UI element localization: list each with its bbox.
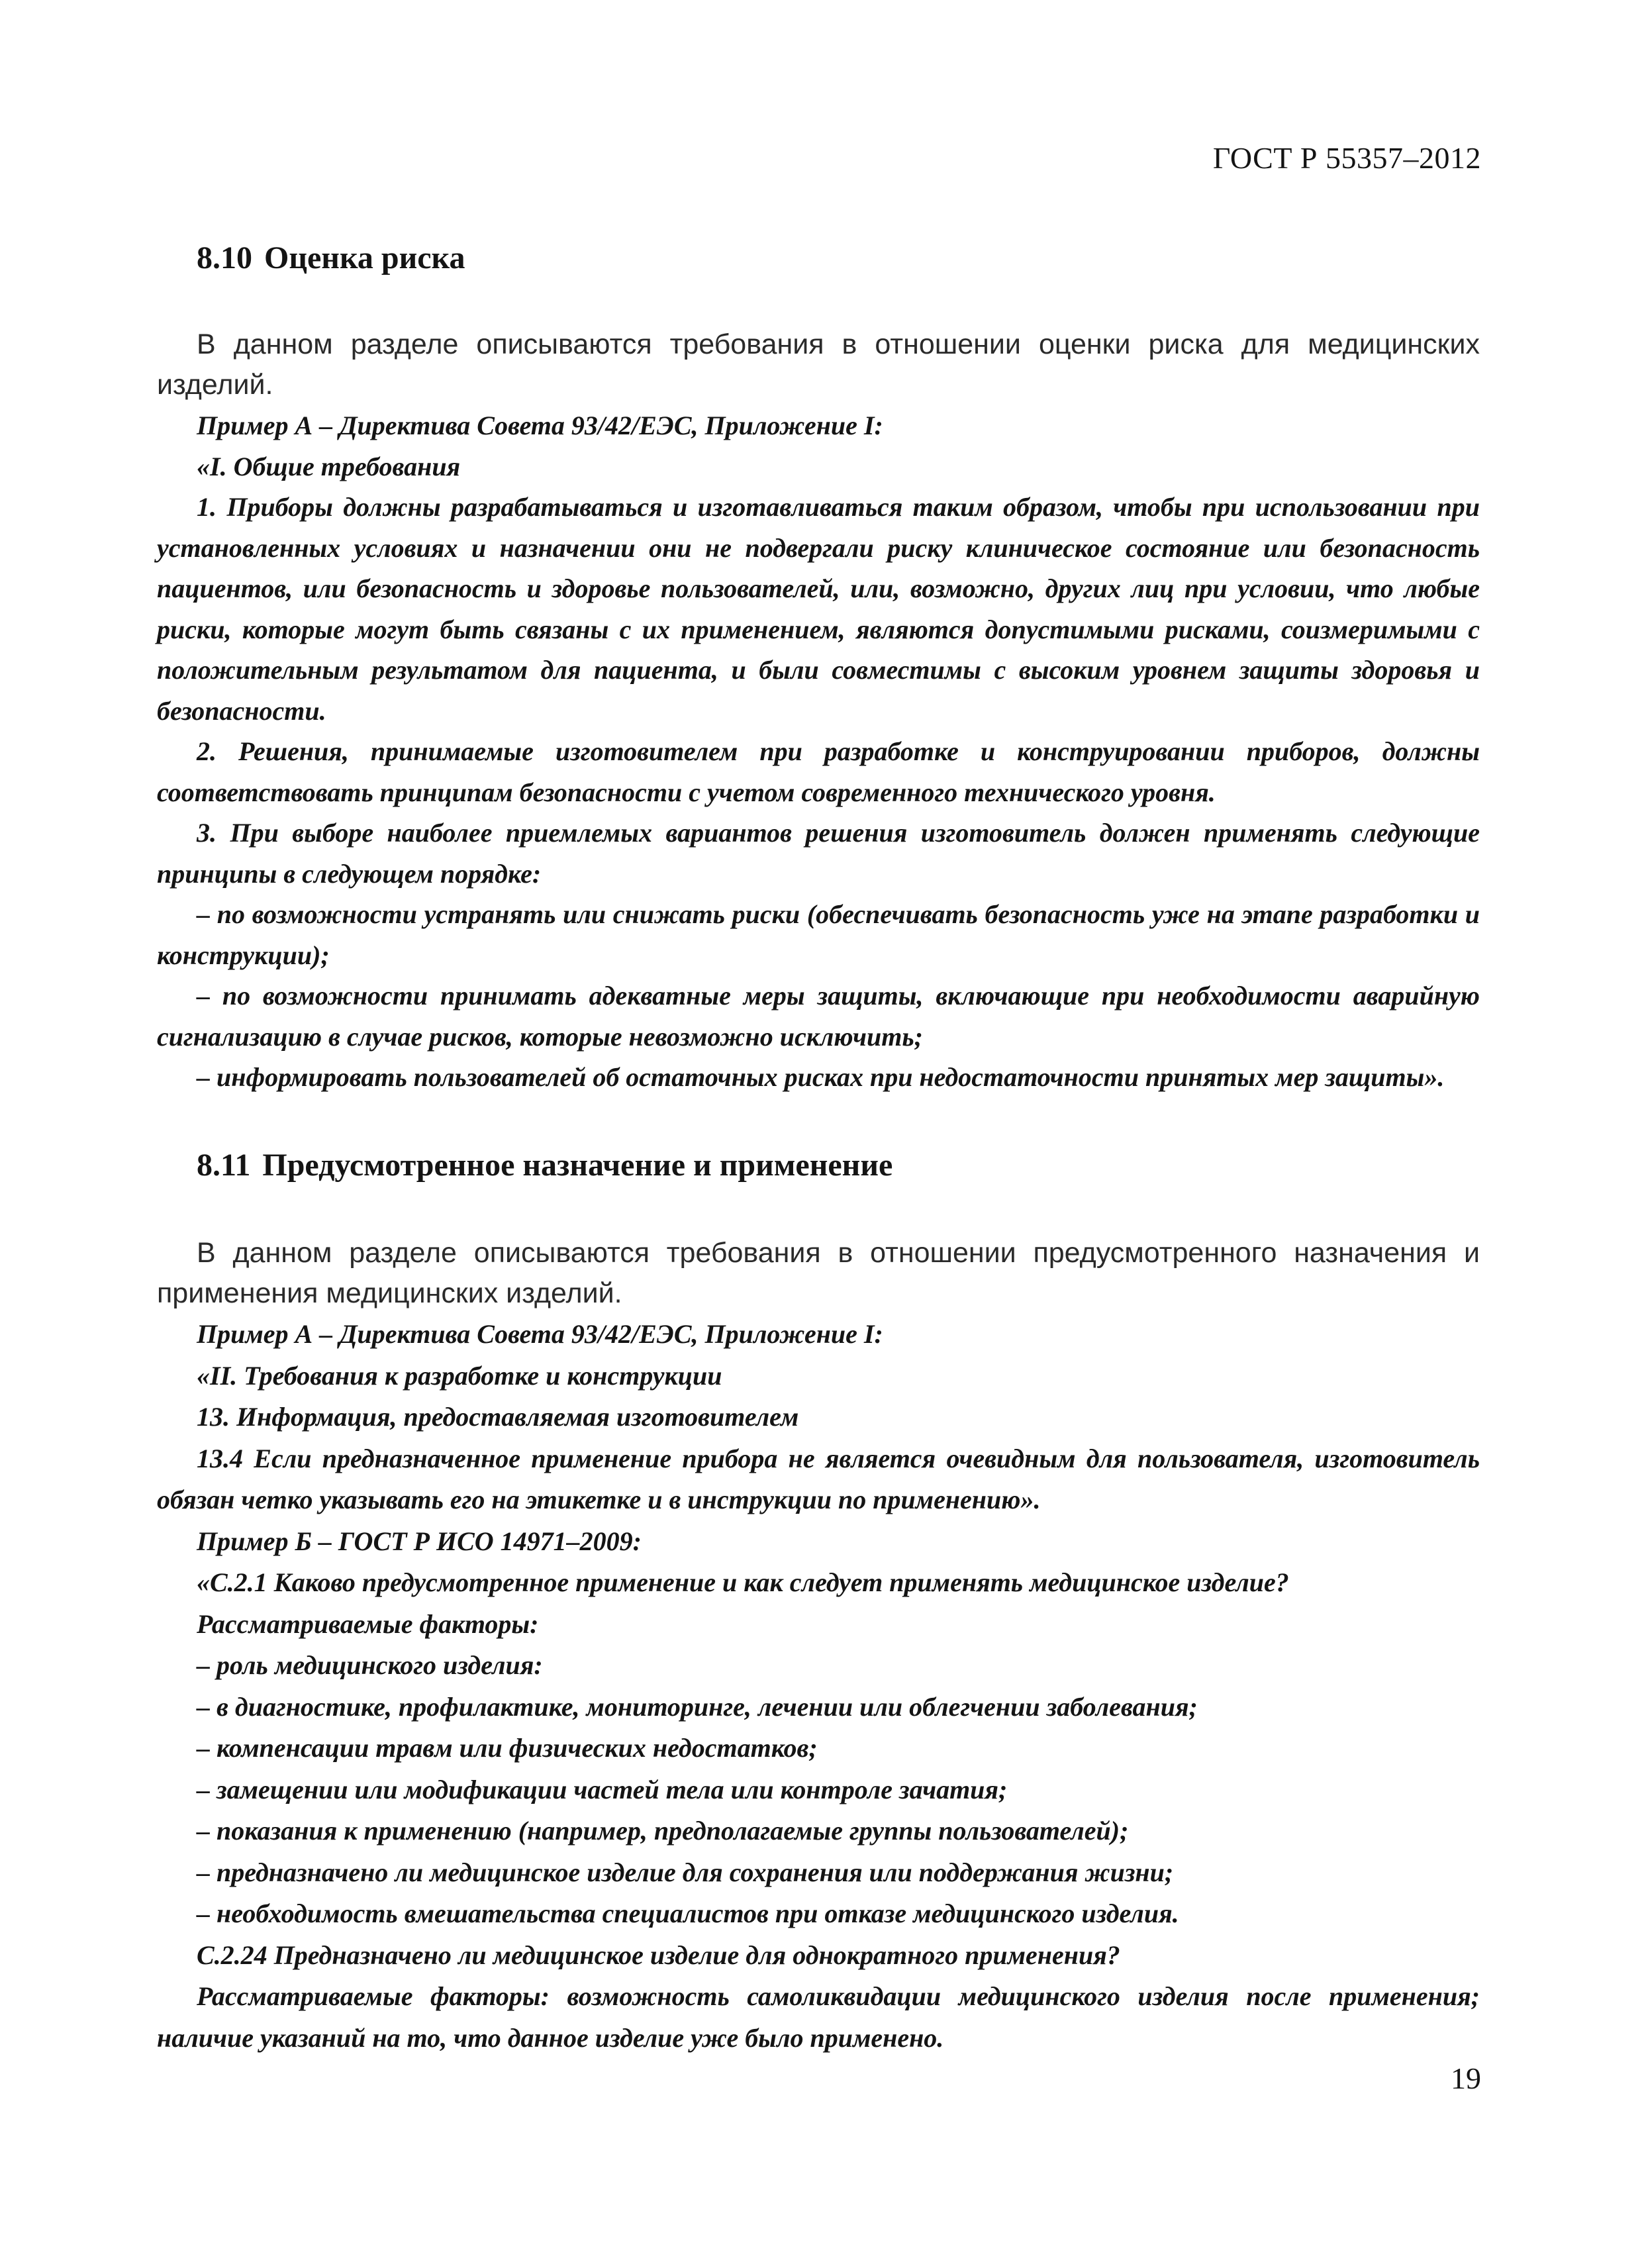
example-label: Пример Б – ГОСТ Р ИСО 14971–2009:	[197, 1526, 642, 1556]
example-label: Пример А – Директива Совета 93/42/ЕЭС, Приложение I:	[197, 1319, 883, 1349]
quote-paragraph: «С.2.1 Каково предусмотренное применение и как следует применять медицинское изделие?	[197, 1567, 1289, 1597]
page-number: 19	[1451, 2061, 1481, 2095]
list-item: – необходимость вмешательства специалистов при отказе медицинского изделия.	[197, 1898, 1179, 1928]
list-item: – показания к применению (например, предполагаемые группы пользователей);	[197, 1816, 1129, 1846]
section-8-11	[157, 1146, 1480, 2059]
section-intro: В данном разделе описываются требования в отношении оценки риска для медицинских изделий.	[157, 328, 1480, 401]
quote-subheading: 13. Информация, предоставляемая изготовителем	[197, 1402, 799, 1432]
quote-paragraph: 2. Решения, принимаемые изготовителем при разработке и конструировании приборов, должны соответствовать принципам безопасности с учетом современного технического уровня.	[157, 736, 1480, 807]
quote-paragraph: 13.4 Если предназначенное применение прибора не является очевидным для пользователя, изготовитель обязан четко указывать его на этикетке и в инструкции по применению».	[157, 1443, 1480, 1514]
factors-label: Рассматриваемые факторы:	[197, 1608, 539, 1639]
quote-subheading: «I. Общие требования	[197, 451, 461, 481]
list-item: – компенсации травм или физических недостатков;	[197, 1733, 818, 1763]
section-heading	[157, 1146, 1480, 1185]
section-number: 8.10	[197, 240, 252, 275]
quote-paragraph: 3. При выборе наиболее приемлемых вариантов решения изготовитель должен применять следующие принципы в следующем порядке:	[157, 818, 1480, 889]
quote-paragraph: Рассматриваемые факторы: возможность самоликвидации медицинского изделия после применения; наличие указаний на то, что данное изделие уже было применено.	[157, 1981, 1480, 2053]
list-item: – предназначено ли медицинское изделие для сохранения или поддержания жизни;	[197, 1857, 1174, 1887]
example-label: Пример А – Директива Совета 93/42/ЕЭС, Приложение I:	[197, 411, 883, 440]
list-item: – по возможности устранять или снижать риски (обеспечивать безопасность уже на этапе разработки и конструкции);	[157, 899, 1480, 970]
section-number: 8.11	[197, 1148, 251, 1183]
document-id-header: ГОСТ Р 55357–2012	[1212, 141, 1481, 175]
section-8-10	[157, 238, 1480, 1098]
section-title: Предусмотренное назначение и применение	[262, 1148, 893, 1183]
list-item: – замещении или модификации частей тела или контроле зачатия;	[197, 1774, 1008, 1804]
list-item: – по возможности принимать адекватные меры защиты, включающие при необходимости аварийную сигнализацию в случае рисков, которые невозможно исключить;	[157, 981, 1480, 1052]
quote-subheading: «II. Требования к разработке и конструкции	[197, 1360, 722, 1391]
list-item: – в диагностике, профилактике, мониторинге, лечении или облегчении заболевания;	[197, 1691, 1198, 1722]
quote-paragraph: 1. Приборы должны разрабатываться и изготавливаться таким образом, чтобы при использовании при установленных условиях и назначении они не подвергали риску клиническое состояние или безопасность пациентов, или безопасность и здоровье пользователей, или, возможно, других лиц при условии, что любые риски, которые могут быть связаны с их применением, являются допустимыми рисками, соизмеримыми с положительным результатом для пациента, и были совместимы с высоким уровнем защиты здоровья и безопасности.	[157, 492, 1480, 726]
quote-paragraph: С.2.24 Предназначено ли медицинское изделие для однократного применения?	[197, 1940, 1120, 1970]
section-heading	[157, 238, 1480, 278]
section-title: Оценка риска	[264, 240, 465, 275]
list-item: – роль медицинского изделия:	[197, 1650, 543, 1680]
list-item: – информировать пользователей об остаточных рисках при недостаточности принятых мер защиты».	[197, 1062, 1445, 1092]
section-intro: В данном разделе описываются требования в отношении предусмотренного назначения и применения медицинских изделий.	[157, 1237, 1480, 1309]
